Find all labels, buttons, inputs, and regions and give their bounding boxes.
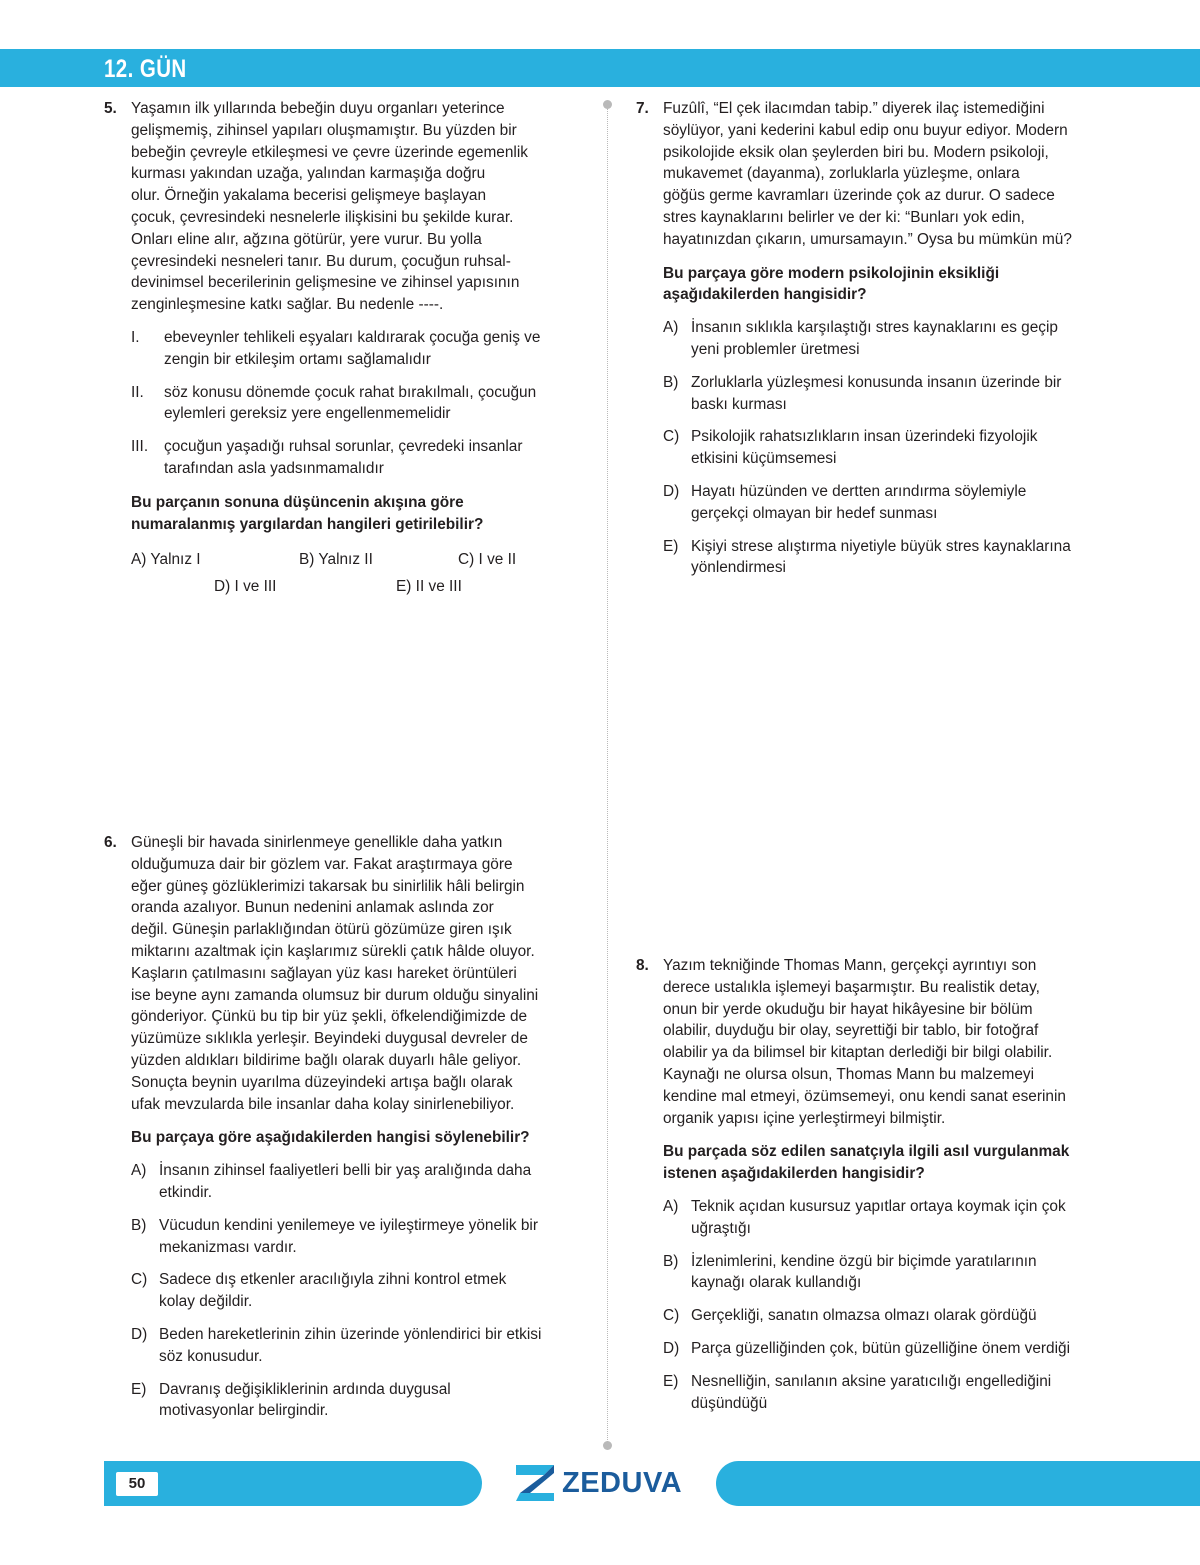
question-stem xyxy=(131,492,584,536)
question-7 xyxy=(636,98,1126,590)
passage-line: onun bir yerde okuduğu bir hayat hikâyesine bir bölüm xyxy=(663,1000,1033,1018)
passage-line: kurması yakından uzağa, yalından karmaşığa doğru xyxy=(131,165,486,183)
option-b[interactable] xyxy=(663,1251,1126,1295)
option-line: düşündüğü xyxy=(691,1394,768,1412)
option-c[interactable] xyxy=(663,1305,1126,1327)
option-line: Kişiyi strese alıştırma niyetiyle büyük stres kaynaklarına xyxy=(691,537,1071,555)
option-line: İnsanın zihinsel faaliyetleri belli bir yaş aralığında daha xyxy=(159,1162,532,1180)
divider-bottom-dot xyxy=(603,1441,612,1450)
passage-line: Fuzûlî, “El çek ilacımdan tabip.” diyerek ilaç istemediğini xyxy=(663,100,1045,117)
option-d[interactable] xyxy=(131,1324,584,1368)
option-line: gerçekçi olmayan bir hedef sunması xyxy=(691,504,938,522)
option-label: A) xyxy=(663,319,679,337)
passage-line: kendine mal etmeyi, özümsemeyi, onu kendi sanat eserinin xyxy=(663,1087,1066,1105)
statement-line: söz konusu dönemde çocuk rahat bırakılmalı, çocuğun xyxy=(164,383,537,401)
column-divider xyxy=(607,104,608,1444)
option-a[interactable] xyxy=(663,1196,1126,1240)
statement-label: II. xyxy=(131,383,144,401)
passage-line: stres kaynaklarını belirler ve der ki: “Bunları yok edin, xyxy=(663,208,1025,226)
option-line: mekanizması vardır. xyxy=(159,1238,297,1256)
option-d[interactable]: D) I ve III xyxy=(214,578,277,596)
passage-line: yüzümüze sıklıkla yerleşir. Beyindeki duygusal devreler de xyxy=(131,1030,528,1048)
stem-line: istenen aşağıdakilerden hangisidir? xyxy=(663,1165,925,1183)
stem-line: Bu parçada söz edilen sanatçıyla ilgili asıl vurgulanmak xyxy=(663,1143,1070,1161)
option-a[interactable] xyxy=(663,317,1126,361)
answer-options xyxy=(663,1196,1126,1414)
footer-band-right xyxy=(716,1461,1200,1506)
passage-line: değil. Güneşin parlaklığından ötürü gözümüze giren ışık xyxy=(131,921,512,939)
passage-line: psikolojide eksik olan şeylerden biri bu. Modern psikoloji, xyxy=(663,143,1049,161)
option-label: D) xyxy=(131,1325,148,1343)
option-line: Vücudun kendini yenilemeye ve iyileştirmeye yönelik bir xyxy=(159,1216,538,1234)
passage-line: Yaşamın ilk yıllarında bebeğin duyu organları yeterince xyxy=(131,100,505,117)
passage-line: söylüyor, yani kederini kabul edip onu buyur ediyor. Modern xyxy=(663,121,1068,139)
option-b[interactable] xyxy=(131,1215,584,1259)
option-line: Sadece dış etkenler aracılığıyla zihni kontrol etmek xyxy=(159,1271,507,1289)
statement-1 xyxy=(131,327,584,371)
footer-band-left xyxy=(104,1461,482,1506)
passage-line: Kaynağı ne olursa olsun, Thomas Mann bu malzemeyi xyxy=(663,1065,1034,1083)
passage-line: olduğumuza dair bir gözlem var. Fakat araştırmaya göre xyxy=(131,855,513,873)
passage-line: Sonuçta beynin uyarılma düzeyindeki artışa bağlı olarak xyxy=(131,1073,513,1091)
option-b[interactable] xyxy=(663,372,1126,416)
page-number: 50 xyxy=(116,1472,158,1496)
question-5 xyxy=(104,98,584,609)
option-label: C) xyxy=(131,1271,148,1289)
passage-line: gelişmemiş, zihinsel yapıları oluşmamıştır. Bu yüzden bir xyxy=(131,121,517,139)
stem-line: aşağıdakilerden hangisidir? xyxy=(663,286,867,304)
passage-line: eğer güneş gözlüklerimizi takarsak bu sinirlilik hâli belirgin xyxy=(131,877,525,895)
option-line: Hayatı hüzünden ve dertten arındırma söylemiyle xyxy=(691,482,1027,500)
passage-line: derece ustalıkla işlemeyi başarmıştır. Bu realistik detay, xyxy=(663,978,1040,996)
stem-line: Bu parçaya göre modern psikolojinin eksikliği xyxy=(663,264,1000,282)
passage-line: bebeğin çevreyle etkileşmesi ve çevre üzerinde egemenlik xyxy=(131,143,528,161)
answer-options xyxy=(131,1160,584,1422)
passage-line: göğüs germe kavramları üzerinde çok az durur. O sadece xyxy=(663,187,1055,205)
question-number: 8. xyxy=(636,957,649,974)
option-e[interactable]: E) II ve III xyxy=(396,578,462,596)
statement-line: ebeveynler tehlikeli eşyaları kaldırarak çocuğa geniş ve xyxy=(164,328,541,346)
passage-line: ise beyne aynı zamanda olumsuz bir durum olduğu sinyalini xyxy=(131,986,539,1004)
option-line: Gerçekliği, sanatın olmazsa olmazı olarak gördüğü xyxy=(691,1307,1037,1325)
statement-line: eylemleri gereksiz yere engellenmemelidir xyxy=(164,405,451,423)
option-d[interactable] xyxy=(663,1338,1126,1360)
statement-label: III. xyxy=(131,438,149,456)
day-title: 12. GÜN xyxy=(104,55,187,83)
passage-line: çocuk, çevresindeki nesnelerle ilişkisini bu şekilde kurar. xyxy=(131,208,514,226)
zeduva-logo xyxy=(514,1463,682,1503)
option-line: Psikolojik rahatsızlıkların insan üzerindeki fizyolojik xyxy=(691,428,1038,446)
option-line: Teknik açıdan kusursuz yapıtlar ortaya koymak için çok xyxy=(691,1197,1066,1215)
passage-line: olabilir, duyduğu bir olay, seyrettiği bir tablo, bir fotoğraf xyxy=(663,1022,1039,1040)
option-label: D) xyxy=(663,1339,680,1357)
option-line: Zorluklarla yüzleşmesi konusunda insanın üzerinde bir xyxy=(691,373,1062,391)
option-line: İzlenimlerini, kendine özgü bir biçimde yaratılarının xyxy=(691,1252,1037,1270)
option-label: A) xyxy=(131,1162,147,1180)
option-e[interactable] xyxy=(663,536,1126,580)
logo-wordmark: ZEDUVA xyxy=(562,1466,683,1499)
option-c[interactable] xyxy=(131,1269,584,1313)
option-line: yönlendirmesi xyxy=(691,559,786,577)
option-line: etkindir. xyxy=(159,1183,213,1201)
question-number: 7. xyxy=(636,100,649,117)
statement-label: I. xyxy=(131,328,140,346)
statement-3 xyxy=(131,436,584,480)
passage-line: devinimsel becerilerinin gelişmesine ve zihinsel yapısının xyxy=(131,274,520,292)
stem-line: numaralanmış yargılardan hangileri getirilebilir? xyxy=(131,515,484,533)
option-line: motivasyonlar belirgindir. xyxy=(159,1402,329,1420)
option-label: E) xyxy=(663,1372,679,1390)
option-label: E) xyxy=(131,1380,147,1398)
option-label: B) xyxy=(663,1252,679,1270)
stem-line: Bu parçanın sonuna düşüncenin akışına göre xyxy=(131,493,464,511)
passage-line: hayatınızdan çıkarın, umursamayın.” Oysa bu mümkün mü? xyxy=(663,230,1072,248)
passage-line: organik yapısı içine yerleştirmeyi bilmiştir. xyxy=(663,1109,946,1127)
option-label: C) xyxy=(663,428,680,446)
option-line: söz konusudur. xyxy=(159,1347,263,1365)
passage-line: gönderiyor. Çünkü bu tip bir yüz şekli, öfkelendiğimizde de xyxy=(131,1008,528,1026)
option-c[interactable]: C) I ve II xyxy=(458,551,517,569)
option-e[interactable] xyxy=(131,1379,584,1423)
option-label: E) xyxy=(663,537,679,555)
option-c[interactable] xyxy=(663,426,1126,470)
statement-line: zengin bir etkileşim ortamı sağlamalıdır xyxy=(164,350,431,368)
passage-line: zenginleşmesine katkı sağlar. Bu nedenle ----. xyxy=(131,296,444,314)
option-line: kolay değildir. xyxy=(159,1293,253,1311)
numbered-statements xyxy=(131,327,584,480)
option-a[interactable] xyxy=(131,1160,584,1204)
question-number: 6. xyxy=(104,834,117,851)
option-label: D) xyxy=(663,482,680,500)
passage-line: mukavemet (dayanma), zorluklarla yüzleşme, onlara xyxy=(663,165,1020,183)
option-label: C) xyxy=(663,1307,680,1325)
divider-top-dot xyxy=(603,100,612,109)
option-line: Parça güzelliğinden çok, bütün güzelliğine önem verdiği xyxy=(691,1339,1071,1357)
question-stem xyxy=(131,1127,584,1149)
option-line: kaynağı olarak kullandığı xyxy=(691,1274,862,1292)
option-label: A) xyxy=(663,1197,679,1215)
option-line: Beden hareketlerinin zihin üzerinde yönlendirici bir etkisi xyxy=(159,1325,542,1343)
option-label: B) xyxy=(663,373,679,391)
question-6 xyxy=(104,832,584,1433)
question-8 xyxy=(636,955,1126,1425)
passage-line: yüzden aldıkları bildirime bağlı olarak duyarlı hâle geliyor. xyxy=(131,1051,522,1069)
option-line: etkisini küçümsemesi xyxy=(691,450,837,468)
option-line: İnsanın sıklıkla karşılaştığı stres kaynaklarını es geçip xyxy=(691,319,1058,337)
option-a[interactable]: A) Yalnız I xyxy=(131,551,201,569)
statement-line: çocuğun yaşadığı ruhsal sorunlar, çevredeki insanlar xyxy=(164,438,523,456)
passage-line: oranda azalıyor. Bunun nedenini anlamak aslında zor xyxy=(131,899,494,917)
question-stem xyxy=(663,263,1126,307)
question-stem xyxy=(663,1141,1126,1185)
option-line: Davranış değişikliklerinin ardında duygusal xyxy=(159,1380,451,1398)
passage-line: miktarını azaltmak için kaşlarımız sürekli çatık hâlde oluyor. xyxy=(131,942,535,960)
statement-line: tarafından asla yadsınmamalıdır xyxy=(164,459,384,477)
zeduva-z-icon xyxy=(514,1463,558,1503)
option-e[interactable] xyxy=(663,1371,1126,1415)
passage-line: olabilir ya da bilimsel bir kitaptan derlediği bir bilgi olabilir. xyxy=(663,1044,1053,1062)
option-line: yeni problemler üretmesi xyxy=(691,340,860,358)
answer-options xyxy=(663,317,1126,579)
passage-line: olur. Örneğin yakalama becerisi gelişmeye başlayan xyxy=(131,187,487,205)
option-line: baskı kurması xyxy=(691,395,787,413)
option-line: uğraştığı xyxy=(691,1219,751,1237)
passage-line: Kaşların çatılmasını sağlayan yüz kası hareket örüntüleri xyxy=(131,964,517,982)
passage-line: Yazım tekniğinde Thomas Mann, gerçekçi ayrıntıyı son xyxy=(663,957,1037,974)
stem-line: Bu parçaya göre aşağıdakilerden hangisi söylenebilir? xyxy=(131,1129,530,1147)
statement-2 xyxy=(131,382,584,426)
option-d[interactable] xyxy=(663,481,1126,525)
passage-line: ufak mevzularda bile insanlar daha kolay sinirlenebiliyor. xyxy=(131,1095,515,1113)
option-b[interactable]: B) Yalnız II xyxy=(299,551,373,569)
passage-line: Onları eline alır, ağzına götürür, yere vurur. Bu yolla xyxy=(131,230,482,248)
answer-options xyxy=(131,549,584,609)
option-label: B) xyxy=(131,1216,147,1234)
passage-line: çevresindeki nesneleri tanır. Bu durum, çocuğun ruhsal- xyxy=(131,252,511,270)
option-line: Nesnelliğin, sanılanın aksine yaratıcılığı engellediğini xyxy=(691,1372,1052,1390)
passage-line: Güneşli bir havada sinirlenmeye genellikle daha yatkın xyxy=(131,834,503,851)
question-number: 5. xyxy=(104,100,117,117)
